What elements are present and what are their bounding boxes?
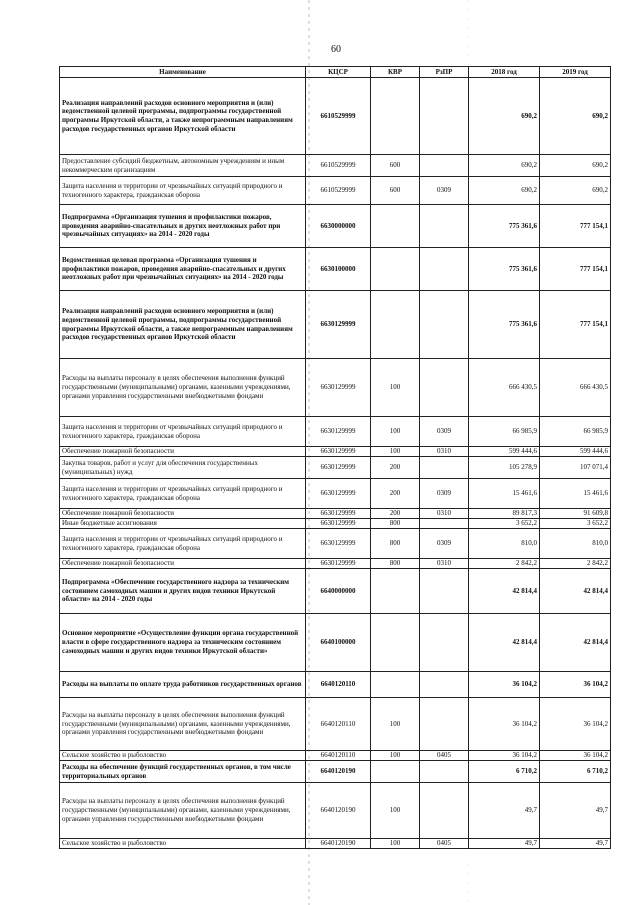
- row-kcsr: 6630129999: [306, 519, 371, 529]
- row-2018: 42 814,4: [469, 569, 540, 614]
- row-2018: 6 710,2: [469, 761, 540, 783]
- row-2019: 599 444,6: [540, 447, 611, 457]
- row-2019: 36 104,2: [540, 672, 611, 698]
- table-row: [60, 839, 611, 849]
- row-rzpr: [420, 155, 469, 177]
- row-name: Расходы на выплаты по оплате труда работников государственных органов: [60, 672, 306, 698]
- row-2018: 3 652,2: [469, 519, 540, 529]
- row-kvr: [371, 761, 420, 783]
- table-row: [60, 698, 611, 751]
- row-rzpr: [420, 457, 469, 479]
- row-name: Сельское хозяйство и рыболовство: [60, 839, 306, 849]
- row-kcsr: 6630129999: [306, 359, 371, 417]
- row-2019: 666 430,5: [540, 359, 611, 417]
- row-rzpr: [420, 569, 469, 614]
- row-2018: 105 278,9: [469, 457, 540, 479]
- row-name: Расходы на выплаты персоналу в целях обеспечения выполнения функций государственными (муниципальными) органами, казенными учреждениями, органами управления государственными внебюджетными фондами: [60, 783, 306, 839]
- row-kcsr: 6630129999: [306, 479, 371, 509]
- row-2019: 107 071,4: [540, 457, 611, 479]
- row-2019: 3 652,2: [540, 519, 611, 529]
- row-kcsr: 6610529999: [306, 78, 371, 155]
- header-kvr: КВР: [371, 67, 420, 78]
- table-row: [60, 248, 611, 291]
- row-kvr: [371, 672, 420, 698]
- row-rzpr: [420, 78, 469, 155]
- row-name: Расходы на выплаты персоналу в целях обеспечения выполнения функций государственными (муниципальными) органами, казенными учреждениями, органами управления государственными внебюджетными фондами: [60, 698, 306, 751]
- row-2019: 690,2: [540, 78, 611, 155]
- row-2018: 49,7: [469, 783, 540, 839]
- row-kcsr: 6640000000: [306, 569, 371, 614]
- row-2019: 36 104,2: [540, 698, 611, 751]
- row-kcsr: 6640120190: [306, 761, 371, 783]
- row-kvr: 800: [371, 529, 420, 559]
- table-row: [60, 761, 611, 783]
- row-kcsr: 6630129999: [306, 417, 371, 447]
- table-row: [60, 479, 611, 509]
- row-kvr: [371, 248, 420, 291]
- row-kcsr: 6630129999: [306, 457, 371, 479]
- row-name: Обеспечение пожарной безопасности: [60, 509, 306, 519]
- row-rzpr: [420, 519, 469, 529]
- row-2018: 690,2: [469, 155, 540, 177]
- row-2019: 777 154,1: [540, 291, 611, 359]
- row-kcsr: 6610529999: [306, 155, 371, 177]
- row-2018: 36 104,2: [469, 751, 540, 761]
- row-2018: 690,2: [469, 78, 540, 155]
- row-rzpr: [420, 205, 469, 248]
- table-row: [60, 559, 611, 569]
- table-row: [60, 291, 611, 359]
- table-row: [60, 359, 611, 417]
- row-name: Иные бюджетные ассигнования: [60, 519, 306, 529]
- row-kvr: [371, 614, 420, 672]
- table-row: [60, 569, 611, 614]
- row-2018: 690,2: [469, 177, 540, 205]
- row-2018: 666 430,5: [469, 359, 540, 417]
- table-row: [60, 519, 611, 529]
- row-name: Сельское хозяйство и рыболовство: [60, 751, 306, 761]
- row-kcsr: 6640120110: [306, 698, 371, 751]
- table-row: [60, 529, 611, 559]
- table-row: [60, 417, 611, 447]
- table-row: [60, 614, 611, 672]
- row-2019: 42 814,4: [540, 614, 611, 672]
- table-row: [60, 205, 611, 248]
- row-kvr: 100: [371, 751, 420, 761]
- row-kcsr: 6640120110: [306, 751, 371, 761]
- row-kvr: 200: [371, 457, 420, 479]
- table-row: [60, 751, 611, 761]
- row-rzpr: [420, 291, 469, 359]
- row-rzpr: [420, 672, 469, 698]
- row-2019: 42 814,4: [540, 569, 611, 614]
- header-kcsr: КЦСР: [306, 67, 371, 78]
- row-name: Ведомственная целевая программа «Организация тушения и профилактики пожаров, проведения аварийно-спасательных и других неотложных работ при чрезвычайных ситуациях» на 2014 - 2020 годы: [60, 248, 306, 291]
- row-rzpr: 0310: [420, 447, 469, 457]
- row-2018: 49,7: [469, 839, 540, 849]
- row-rzpr: [420, 698, 469, 751]
- row-rzpr: 0309: [420, 177, 469, 205]
- row-2018: 42 814,4: [469, 614, 540, 672]
- row-rzpr: [420, 248, 469, 291]
- row-rzpr: 0309: [420, 529, 469, 559]
- row-kvr: 100: [371, 359, 420, 417]
- row-2018: 66 985,9: [469, 417, 540, 447]
- row-name: Реализация направлений расходов основного мероприятия и (или) ведомственной целевой программы, подпрограммы государственной программы Иркутской области, а также непрограммным направлениям расходов государственных органов Иркутской области: [60, 78, 306, 155]
- row-rzpr: [420, 614, 469, 672]
- row-name: Предоставление субсидий бюджетным, автономным учреждениям и иным некоммерческим организациям: [60, 155, 306, 177]
- row-2019: 690,2: [540, 155, 611, 177]
- row-kvr: 800: [371, 519, 420, 529]
- row-2018: 36 104,2: [469, 672, 540, 698]
- row-kvr: 200: [371, 509, 420, 519]
- row-2019: 6 710,2: [540, 761, 611, 783]
- row-name: Защита населения и территории от чрезвычайных ситуаций природного и техногенного характера, гражданская оборона: [60, 417, 306, 447]
- row-kcsr: 6630129999: [306, 447, 371, 457]
- table-row: [60, 155, 611, 177]
- row-kvr: 200: [371, 479, 420, 509]
- row-kvr: 600: [371, 177, 420, 205]
- row-2019: 690,2: [540, 177, 611, 205]
- row-2019: 49,7: [540, 783, 611, 839]
- row-rzpr: [420, 359, 469, 417]
- row-2019: 810,0: [540, 529, 611, 559]
- row-rzpr: 0309: [420, 479, 469, 509]
- row-kvr: [371, 205, 420, 248]
- table-row: [60, 457, 611, 479]
- row-2019: 36 104,2: [540, 751, 611, 761]
- row-2018: 2 842,2: [469, 559, 540, 569]
- row-name: Защита населения и территории от чрезвычайных ситуаций природного и техногенного характера, гражданская оборона: [60, 479, 306, 509]
- row-kcsr: 6640120190: [306, 783, 371, 839]
- table-row: [60, 509, 611, 519]
- row-rzpr: 0309: [420, 417, 469, 447]
- table-row: [60, 447, 611, 457]
- row-2019: 15 461,6: [540, 479, 611, 509]
- header-name: Наименование: [60, 67, 306, 78]
- table-row: [60, 783, 611, 839]
- row-rzpr: [420, 783, 469, 839]
- row-2018: 775 361,6: [469, 248, 540, 291]
- row-kcsr: 6630129999: [306, 509, 371, 519]
- row-name: Защита населения и территории от чрезвычайных ситуаций природного и техногенного характера, гражданская оборона: [60, 529, 306, 559]
- row-2019: 49,7: [540, 839, 611, 849]
- row-2019: 777 154,1: [540, 205, 611, 248]
- row-rzpr: [420, 761, 469, 783]
- row-name: Обеспечение пожарной безопасности: [60, 559, 306, 569]
- row-2018: 15 461,6: [469, 479, 540, 509]
- row-kcsr: 6640100000: [306, 614, 371, 672]
- row-name: Расходы на обеспечение функций государственных органов, в том числе территориальных органов: [60, 761, 306, 783]
- row-2019: 2 842,2: [540, 559, 611, 569]
- table-row: [60, 672, 611, 698]
- row-rzpr: 0310: [420, 509, 469, 519]
- row-kcsr: 6630100000: [306, 248, 371, 291]
- row-name: Основное мероприятие «Осуществление функции органа государственной власти в сфере государственного надзора за техническим состоянием самоходных машин и других видов техники Иркутской области»: [60, 614, 306, 672]
- row-name: Реализация направлений расходов основного мероприятия и (или) ведомственной целевой программы, подпрограммы государственной программы Иркутской области, а также непрограммным направлениям расходов государственных органов Иркутской области: [60, 291, 306, 359]
- row-kvr: [371, 78, 420, 155]
- budget-table: [59, 66, 611, 849]
- row-kcsr: 6630129999: [306, 291, 371, 359]
- row-kvr: [371, 291, 420, 359]
- row-2018: 36 104,2: [469, 698, 540, 751]
- row-name: Обеспечение пожарной безопасности: [60, 447, 306, 457]
- row-2018: 599 444,6: [469, 447, 540, 457]
- row-kvr: 800: [371, 559, 420, 569]
- row-2018: 775 361,6: [469, 291, 540, 359]
- table-row: [60, 177, 611, 205]
- row-kcsr: 6610529999: [306, 177, 371, 205]
- row-rzpr: 0405: [420, 751, 469, 761]
- header-rzpr: РзПР: [420, 67, 469, 78]
- row-2019: 777 154,1: [540, 248, 611, 291]
- row-kvr: 100: [371, 839, 420, 849]
- table-header-row: [60, 67, 611, 78]
- row-kvr: 100: [371, 698, 420, 751]
- row-2018: 89 817,3: [469, 509, 540, 519]
- row-name: Расходы на выплаты персоналу в целях обеспечения выполнения функций государственными (муниципальными) органами, казенными учреждениями, органами управления государственными внебюджетными фондами: [60, 359, 306, 417]
- row-rzpr: 0310: [420, 559, 469, 569]
- row-name: Подпрограмма «Обеспечение государственного надзора за техническим состоянием самоходных машин и других видов техники Иркутской области» на 2014 - 2020 годы: [60, 569, 306, 614]
- table-body: [60, 78, 611, 849]
- row-kcsr: 6640120110: [306, 672, 371, 698]
- row-kcsr: 6630129999: [306, 529, 371, 559]
- row-name: Подпрограмма «Организация тушения и профилактики пожаров, проведения аварийно-спасательных и других неотложных работ при чрезвычайных ситуациях» на 2014 - 2020 годы: [60, 205, 306, 248]
- page-number: 60: [331, 44, 341, 55]
- row-kcsr: 6640120190: [306, 839, 371, 849]
- row-2018: 775 361,6: [469, 205, 540, 248]
- row-2019: 91 609,8: [540, 509, 611, 519]
- row-name: Защита населения и территории от чрезвычайных ситуаций природного и техногенного характера, гражданская оборона: [60, 177, 306, 205]
- row-kvr: 100: [371, 417, 420, 447]
- row-name: Закупка товаров, работ и услуг для обеспечения государственных (муниципальных) нужд: [60, 457, 306, 479]
- row-kvr: 600: [371, 155, 420, 177]
- row-kvr: 100: [371, 447, 420, 457]
- table-row: [60, 78, 611, 155]
- row-kcsr: 6630000000: [306, 205, 371, 248]
- row-kvr: 100: [371, 783, 420, 839]
- header-2019: 2019 год: [540, 67, 611, 78]
- row-2019: 66 985,9: [540, 417, 611, 447]
- header-2018: 2018 год: [469, 67, 540, 78]
- row-rzpr: 0405: [420, 839, 469, 849]
- row-2018: 810,0: [469, 529, 540, 559]
- row-kvr: [371, 569, 420, 614]
- row-kcsr: 6630129999: [306, 559, 371, 569]
